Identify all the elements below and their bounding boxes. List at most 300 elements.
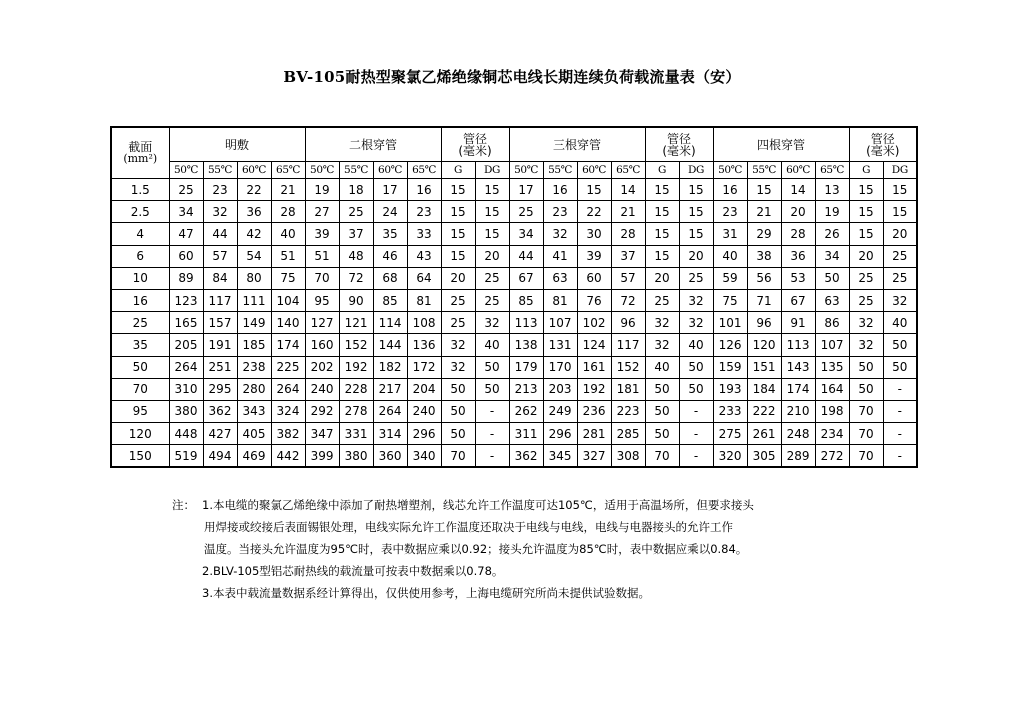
- table-cell: 135: [815, 356, 849, 378]
- table-cell: 113: [509, 312, 543, 334]
- table-cell: 151: [747, 356, 781, 378]
- table-cell: 131: [543, 334, 577, 356]
- table-cell: 157: [203, 312, 237, 334]
- table-cell: 72: [339, 267, 373, 289]
- table-cell: 217: [373, 378, 407, 400]
- table-cell: 15: [883, 179, 917, 201]
- table-cell: 68: [373, 267, 407, 289]
- table-cell: 70: [305, 267, 339, 289]
- table-cell: 91: [781, 312, 815, 334]
- table-cell: 108: [407, 312, 441, 334]
- note-item: 3.本表中载流量数据系经计算得出，仅供使用参考，上海电缆研究所尚未提供试验数据。: [202, 586, 650, 600]
- temp-header: 60℃: [781, 162, 815, 179]
- table-cell: 331: [339, 423, 373, 445]
- table-cell: 50: [441, 378, 475, 400]
- table-cell: 15: [645, 201, 679, 223]
- table-cell: -: [883, 378, 917, 400]
- table-cell: 37: [339, 223, 373, 245]
- table-cell: 17: [509, 179, 543, 201]
- table-cell: 236: [577, 400, 611, 422]
- table-row: [111, 201, 917, 223]
- table-cell: -: [475, 400, 509, 422]
- table-cell: 13: [815, 179, 849, 201]
- table-cell: 59: [713, 267, 747, 289]
- table-cell: 15: [441, 179, 475, 201]
- cross-section-cell: 4: [111, 223, 169, 245]
- table-cell: 70: [849, 400, 883, 422]
- table-cell: 71: [747, 289, 781, 311]
- table-cell: 494: [203, 445, 237, 468]
- table-cell: 35: [373, 223, 407, 245]
- temp-header: 50℃: [169, 162, 203, 179]
- table-cell: 25: [849, 267, 883, 289]
- table-cell: 107: [543, 312, 577, 334]
- table-cell: 360: [373, 445, 407, 468]
- table-cell: 46: [373, 245, 407, 267]
- table-cell: 21: [747, 201, 781, 223]
- table-cell: 165: [169, 312, 203, 334]
- table-cell: 50: [849, 378, 883, 400]
- table-cell: 249: [543, 400, 577, 422]
- table-cell: 50: [679, 378, 713, 400]
- table-cell: 15: [883, 201, 917, 223]
- temp-header: 60℃: [373, 162, 407, 179]
- table-cell: 285: [611, 423, 645, 445]
- table-cell: -: [475, 423, 509, 445]
- pipe-type-header: G: [645, 162, 679, 179]
- table-cell: 70: [849, 445, 883, 468]
- temp-header: 65℃: [815, 162, 849, 179]
- cross-section-cell: 1.5: [111, 179, 169, 201]
- pipe-header-label: 管径: [667, 131, 692, 146]
- table-cell: 39: [577, 245, 611, 267]
- table-cell: 56: [747, 267, 781, 289]
- table-cell: 305: [747, 445, 781, 468]
- table-cell: 86: [815, 312, 849, 334]
- table-cell: 32: [679, 289, 713, 311]
- table-cell: 138: [509, 334, 543, 356]
- table-cell: 34: [815, 245, 849, 267]
- table-cell: 50: [645, 378, 679, 400]
- table-cell: 238: [237, 356, 271, 378]
- table-cell: 40: [883, 312, 917, 334]
- table-cell: 240: [407, 400, 441, 422]
- temp-header: 65℃: [271, 162, 305, 179]
- cross-section-cell: 10: [111, 267, 169, 289]
- table-cell: 124: [577, 334, 611, 356]
- table-cell: 22: [577, 201, 611, 223]
- table-cell: 41: [543, 245, 577, 267]
- table-cell: 15: [849, 179, 883, 201]
- table-cell: 427: [203, 423, 237, 445]
- ampacity-table: [110, 126, 918, 468]
- table-cell: 193: [713, 378, 747, 400]
- table-cell: -: [679, 423, 713, 445]
- table-cell: 70: [441, 445, 475, 468]
- cross-section-cell: 50: [111, 356, 169, 378]
- temp-header: 50℃: [509, 162, 543, 179]
- temp-header: 55℃: [543, 162, 577, 179]
- table-cell: 205: [169, 334, 203, 356]
- table-cell: 15: [645, 179, 679, 201]
- table-cell: 85: [373, 289, 407, 311]
- pipe-type-header: G: [849, 162, 883, 179]
- table-row: [111, 312, 917, 334]
- table-cell: 63: [815, 289, 849, 311]
- table-cell: 25: [475, 267, 509, 289]
- table-cell: 198: [815, 400, 849, 422]
- table-cell: 121: [339, 312, 373, 334]
- table-cell: 50: [849, 356, 883, 378]
- table-cell: 324: [271, 400, 305, 422]
- table-cell: 25: [645, 289, 679, 311]
- table-cell: 111: [237, 289, 271, 311]
- table-cell: 54: [237, 245, 271, 267]
- table-cell: 448: [169, 423, 203, 445]
- header-row-groups: [111, 127, 917, 162]
- table-cell: 50: [883, 356, 917, 378]
- table-cell: 251: [203, 356, 237, 378]
- table-cell: 182: [373, 356, 407, 378]
- table-cell: 382: [271, 423, 305, 445]
- table-cell: 44: [509, 245, 543, 267]
- size-header: [111, 127, 169, 179]
- table-cell: 25: [441, 312, 475, 334]
- table-cell: 34: [169, 201, 203, 223]
- table-cell: 89: [169, 267, 203, 289]
- table-cell: 127: [305, 312, 339, 334]
- table-cell: 264: [271, 378, 305, 400]
- table-cell: 26: [815, 223, 849, 245]
- table-cell: 64: [407, 267, 441, 289]
- header-row-subcolumns: [111, 162, 917, 179]
- table-cell: 32: [645, 312, 679, 334]
- table-cell: 399: [305, 445, 339, 468]
- table-cell: 272: [815, 445, 849, 468]
- note-item: 1.本电缆的聚氯乙烯绝缘中添加了耐热增塑剂，线芯允许工作温度可达105℃，适用于高温场所，但要求接头: [202, 498, 754, 512]
- table-cell: 25: [849, 289, 883, 311]
- table-cell: 179: [509, 356, 543, 378]
- table-cell: -: [883, 400, 917, 422]
- size-unit: (mm²): [123, 152, 158, 165]
- table-cell: 295: [203, 378, 237, 400]
- table-cell: 25: [169, 179, 203, 201]
- table-cell: 202: [305, 356, 339, 378]
- table-cell: 261: [747, 423, 781, 445]
- table-cell: 32: [679, 312, 713, 334]
- table-cell: 160: [305, 334, 339, 356]
- table-cell: 280: [237, 378, 271, 400]
- table-cell: 140: [271, 312, 305, 334]
- table-cell: 32: [883, 289, 917, 311]
- table-cell: 24: [373, 201, 407, 223]
- table-cell: 469: [237, 445, 271, 468]
- cross-section-cell: 25: [111, 312, 169, 334]
- table-cell: 57: [203, 245, 237, 267]
- table-cell: 19: [815, 201, 849, 223]
- table-cell: 96: [611, 312, 645, 334]
- pipe-header-unit: (毫米): [866, 143, 900, 158]
- table-cell: 20: [781, 201, 815, 223]
- table-cell: 248: [781, 423, 815, 445]
- table-cell: 20: [645, 267, 679, 289]
- table-cell: 43: [407, 245, 441, 267]
- table-cell: 170: [543, 356, 577, 378]
- table-cell: 25: [339, 201, 373, 223]
- table-cell: 25: [679, 267, 713, 289]
- table-cell: 40: [271, 223, 305, 245]
- table-cell: 320: [713, 445, 747, 468]
- table-cell: 113: [781, 334, 815, 356]
- table-cell: 222: [747, 400, 781, 422]
- table-cell: 223: [611, 400, 645, 422]
- table-cell: 15: [441, 245, 475, 267]
- note-item-continuation: 用焊接或绞接后表面锡银处理，电线实际允许工作温度还取决于电线与电线，电线与电器接头的允许工作: [204, 520, 733, 534]
- table-cell: 380: [169, 400, 203, 422]
- table-cell: 20: [883, 223, 917, 245]
- table-cell: 278: [339, 400, 373, 422]
- table-cell: 17: [373, 179, 407, 201]
- table-cell: 32: [475, 312, 509, 334]
- table-cell: 19: [305, 179, 339, 201]
- table-cell: 184: [747, 378, 781, 400]
- cross-section-cell: 120: [111, 423, 169, 445]
- table-cell: 362: [203, 400, 237, 422]
- table-cell: 20: [441, 267, 475, 289]
- table-cell: 40: [679, 334, 713, 356]
- table-cell: 25: [441, 289, 475, 311]
- temp-header: 55℃: [339, 162, 373, 179]
- table-cell: 20: [475, 245, 509, 267]
- table-cell: -: [883, 445, 917, 468]
- table-cell: 15: [747, 179, 781, 201]
- table-cell: 519: [169, 445, 203, 468]
- table-cell: 32: [203, 201, 237, 223]
- temp-header: 55℃: [747, 162, 781, 179]
- table-cell: 210: [781, 400, 815, 422]
- table-cell: 32: [849, 312, 883, 334]
- table-cell: 192: [339, 356, 373, 378]
- table-row: [111, 179, 917, 201]
- table-cell: 50: [441, 423, 475, 445]
- table-cell: 50: [645, 423, 679, 445]
- table-cell: 101: [713, 312, 747, 334]
- table-row: [111, 423, 917, 445]
- table-cell: 120: [747, 334, 781, 356]
- table-cell: 15: [849, 223, 883, 245]
- table-cell: 33: [407, 223, 441, 245]
- table-row: [111, 334, 917, 356]
- table-cell: 53: [781, 267, 815, 289]
- size-label: 截面: [128, 140, 153, 154]
- table-cell: -: [679, 445, 713, 468]
- page-title: BV-105耐热型聚氯乙烯绝缘铜芯电线长期连续负荷载流量表（安）: [283, 68, 741, 86]
- table-cell: 240: [305, 378, 339, 400]
- table-cell: 95: [305, 289, 339, 311]
- table-cell: 32: [849, 334, 883, 356]
- table-cell: 296: [407, 423, 441, 445]
- table-cell: 104: [271, 289, 305, 311]
- table-cell: 25: [883, 245, 917, 267]
- notes-label: 注：: [172, 498, 195, 512]
- table-cell: 296: [543, 423, 577, 445]
- table-cell: 75: [271, 267, 305, 289]
- table-cell: 191: [203, 334, 237, 356]
- table-cell: 15: [679, 223, 713, 245]
- cross-section-cell: 70: [111, 378, 169, 400]
- pipe-header-two: [441, 127, 509, 162]
- table-cell: 57: [611, 267, 645, 289]
- table-cell: 161: [577, 356, 611, 378]
- table-cell: 102: [577, 312, 611, 334]
- table-cell: 96: [747, 312, 781, 334]
- table-cell: 172: [407, 356, 441, 378]
- table-cell: 40: [645, 356, 679, 378]
- table-cell: 14: [781, 179, 815, 201]
- table-cell: 144: [373, 334, 407, 356]
- table-cell: 114: [373, 312, 407, 334]
- table-row: [111, 267, 917, 289]
- table-cell: 203: [543, 378, 577, 400]
- table-row: [111, 289, 917, 311]
- temp-header: 60℃: [237, 162, 271, 179]
- table-cell: 225: [271, 356, 305, 378]
- pipe-header-four: [849, 127, 917, 162]
- table-cell: 233: [713, 400, 747, 422]
- temp-header: 55℃: [203, 162, 237, 179]
- table-cell: 15: [475, 201, 509, 223]
- table-cell: 262: [509, 400, 543, 422]
- table-cell: 84: [203, 267, 237, 289]
- pipe-header-unit: (毫米): [458, 143, 492, 158]
- table-cell: 292: [305, 400, 339, 422]
- table-cell: 107: [815, 334, 849, 356]
- table-cell: 25: [475, 289, 509, 311]
- pipe-header-unit: (毫米): [662, 143, 696, 158]
- pipe-header-three: [645, 127, 713, 162]
- group-header-two-in-pipe: 二根穿管: [305, 127, 441, 162]
- table-cell: 50: [645, 400, 679, 422]
- table-row: [111, 400, 917, 422]
- table-cell: 90: [339, 289, 373, 311]
- table-cell: 76: [577, 289, 611, 311]
- table-cell: 228: [339, 378, 373, 400]
- table-cell: 181: [611, 378, 645, 400]
- table-cell: 27: [305, 201, 339, 223]
- pipe-header-label: 管径: [463, 131, 488, 146]
- cross-section-cell: 150: [111, 445, 169, 468]
- table-cell: 81: [407, 289, 441, 311]
- table-row: [111, 245, 917, 267]
- table-cell: 15: [849, 201, 883, 223]
- pipe-header-label: 管径: [870, 131, 895, 146]
- table-cell: 50: [815, 267, 849, 289]
- table-cell: 23: [407, 201, 441, 223]
- table-cell: 21: [271, 179, 305, 201]
- table-cell: 15: [679, 201, 713, 223]
- table-cell: 85: [509, 289, 543, 311]
- cross-section-cell: 16: [111, 289, 169, 311]
- note-item: 2.BLV-105型铝芯耐热线的载流量可按表中数据乘以0.78。: [202, 564, 504, 578]
- table-cell: 16: [713, 179, 747, 201]
- table-cell: 21: [611, 201, 645, 223]
- table-cell: 50: [475, 356, 509, 378]
- table-cell: 380: [339, 445, 373, 468]
- table-cell: 136: [407, 334, 441, 356]
- table-cell: 32: [645, 334, 679, 356]
- table-cell: 159: [713, 356, 747, 378]
- table-cell: 289: [781, 445, 815, 468]
- table-cell: 81: [543, 289, 577, 311]
- table-cell: 264: [373, 400, 407, 422]
- table-cell: 51: [305, 245, 339, 267]
- table-cell: 48: [339, 245, 373, 267]
- group-header-open: 明敷: [169, 127, 305, 162]
- temp-header: 60℃: [577, 162, 611, 179]
- table-cell: 29: [747, 223, 781, 245]
- group-header-four-in-pipe: 四根穿管: [713, 127, 849, 162]
- table-cell: 15: [441, 201, 475, 223]
- table-cell: 34: [509, 223, 543, 245]
- table-cell: 327: [577, 445, 611, 468]
- table-cell: 38: [747, 245, 781, 267]
- table-row: [111, 378, 917, 400]
- table-row: [111, 356, 917, 378]
- table-cell: 117: [611, 334, 645, 356]
- table-cell: 39: [305, 223, 339, 245]
- table-cell: 311: [509, 423, 543, 445]
- table-cell: 143: [781, 356, 815, 378]
- table-cell: 281: [577, 423, 611, 445]
- table-cell: 80: [237, 267, 271, 289]
- table-row: [111, 445, 917, 468]
- table-cell: 234: [815, 423, 849, 445]
- table-cell: 123: [169, 289, 203, 311]
- table-cell: 70: [849, 423, 883, 445]
- table-cell: 30: [577, 223, 611, 245]
- table-cell: 36: [781, 245, 815, 267]
- table-cell: 15: [645, 223, 679, 245]
- table-cell: 75: [713, 289, 747, 311]
- table-cell: 50: [441, 400, 475, 422]
- table-cell: 23: [713, 201, 747, 223]
- table-cell: 50: [679, 356, 713, 378]
- table-cell: 23: [543, 201, 577, 223]
- table-cell: 25: [509, 201, 543, 223]
- table-cell: 50: [475, 378, 509, 400]
- pipe-type-header: DG: [475, 162, 509, 179]
- table-cell: 25: [883, 267, 917, 289]
- table-cell: 36: [237, 201, 271, 223]
- table-row: [111, 223, 917, 245]
- table-cell: 31: [713, 223, 747, 245]
- table-cell: 126: [713, 334, 747, 356]
- table-cell: 67: [509, 267, 543, 289]
- group-header-three-in-pipe: 三根穿管: [509, 127, 645, 162]
- table-cell: 22: [237, 179, 271, 201]
- pipe-type-header: DG: [883, 162, 917, 179]
- table-cell: 20: [849, 245, 883, 267]
- temp-header: 50℃: [305, 162, 339, 179]
- table-cell: 16: [407, 179, 441, 201]
- note-item-continuation: 温度。当接头允许温度为95℃时，表中数据应乘以0.92；接头允许温度为85℃时，表中数据应乘以0.84。: [204, 542, 748, 556]
- table-cell: 32: [441, 356, 475, 378]
- table-cell: 442: [271, 445, 305, 468]
- table-cell: 40: [713, 245, 747, 267]
- table-cell: 117: [203, 289, 237, 311]
- temp-header: 65℃: [611, 162, 645, 179]
- temp-header: 65℃: [407, 162, 441, 179]
